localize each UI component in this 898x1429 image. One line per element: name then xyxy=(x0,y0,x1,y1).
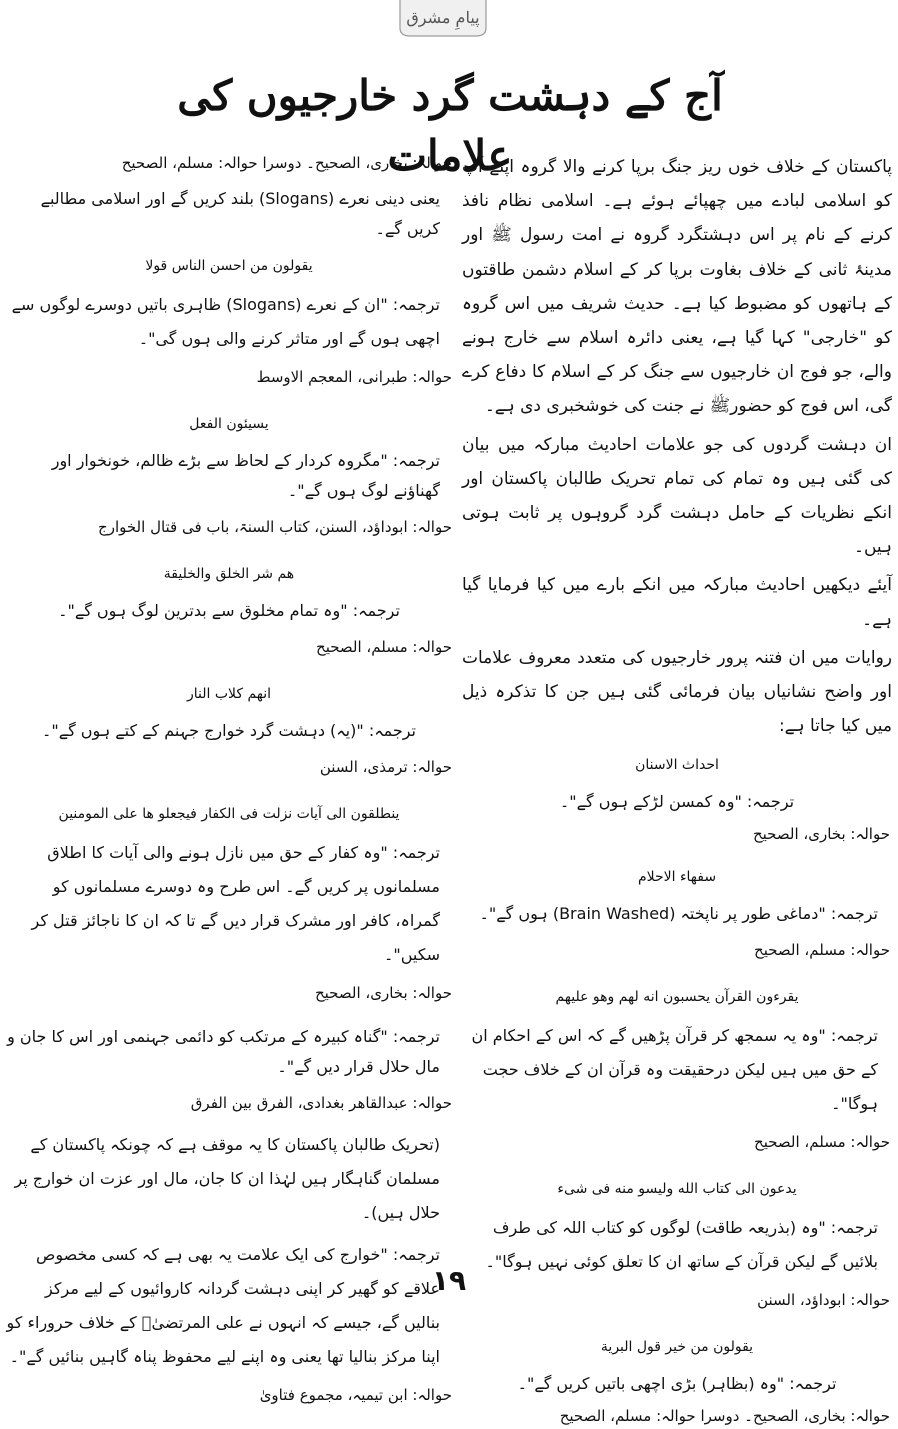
hadith-translation: ترجمہ: "وہ کفار کے حق میں نازل ہونے والی آیات کا اطلاق مسلمانوں پر کریں گے۔ اس طرح وہ دوسرے مسلمانوں کو گمراہ، کافر اور مشرک قرار دیں گے تا کہ ان کا ناجائز قتل کر سکیں"۔ xyxy=(31,843,440,964)
hadith-translation: ترجمہ: "وہ (بظاہر) بڑی اچھی باتیں کریں گے"۔ xyxy=(517,1374,837,1394)
hadith-reference: حوالہ: بخاری، الصحیح xyxy=(314,984,452,1002)
hadith-arabic: انهم كلاب النار xyxy=(186,686,272,702)
paragraph: آیئے دیکھیں احادیث مبارکہ میں انکے بارے میں کیا فرمایا گیا ہے۔ xyxy=(462,575,892,630)
hadith-reference: حوالہ: طبرانی، المعجم الاوسط xyxy=(256,368,452,386)
hadith-reference: حوالہ: مسلم، الصحیح xyxy=(754,941,890,960)
hadith-reference: حوالہ: ابوداؤد، السنن xyxy=(757,1291,890,1310)
hadith-translation: ترجمہ: "وہ یہ سمجھ کر قرآن پڑھیں گے کہ اس کے احکام ان کے حق میں ہیں لیکن درحقیقت وہ قرآن ان کے خلاف حجت ہوگا"۔ xyxy=(471,1026,878,1114)
hadith-arabic: يقرءون القرآن يحسبون انه لهم وهو عليهم xyxy=(555,989,799,1006)
intro-paragraph: پاکستان کے خلاف خوں ریز جنگ برپا کرنے والا گروہ اپنے آپ کو اسلامی لبادے میں چھپائے ہوئے ہے۔ اسلامی نظام نافذ کرنے کے نام پر اس دہشتگرد گروہ نے امت رسول ﷺ اور مدینۂ ثانی کے خلاف بغاوت برپا کر کے اسلام دشمن طاقتوں کے ہاتھوں کو مضبوط کیا ہے۔ حدیث شریف میں اس گروہ کو "خارجی" کہا گیا ہے، یعنی دائرہ اسلام سے خارج ہونے والے، جو فوج ان خارجیوں سے جنگ کر کے اسلام کا دفاع کرے گی، اس فوج کو حضورﷺ نے جنت کی خوشخبری دی ہے۔ xyxy=(462,157,892,417)
paragraph: ان دہشت گردوں کی جو علامات احادیث مبارکہ میں بیان کی گئی ہیں وہ تمام کی تمام تحریک طالبان پاکستان اور انکے نظریات کے حامل دہشت گرد گروہوں پر ثابت ہوتی ہیں۔ xyxy=(462,434,892,558)
hadith-translation: ترجمہ: "وہ (بذریعہ طاقت) لوگوں کو کتاب اللہ کی طرف بلائیں گے لیکن قرآن کے ساتھ ان کا تعلق کوئی نہیں ہوگا"۔ xyxy=(485,1218,878,1272)
hadith-reference: حوالہ: ترمذی، السنن xyxy=(319,758,452,776)
hadith-reference: حوالہ: بخاری، الصحیح۔ دوسرا حوالہ: مسلم، الصحیح xyxy=(121,154,452,172)
hadith-translation: ترجمہ: "دماغی طور پر ناپختہ (Brain Washed) ہوں گے"۔ xyxy=(479,904,878,924)
hadith-reference: حوالہ: ابوداؤد، السنن، کتاب السنۃ، باب فی قتال الخوارج xyxy=(98,518,452,536)
hadith-reference: حوالہ: مسلم، الصحیح xyxy=(754,1133,890,1152)
hadith-arabic: يسيئون الفعل xyxy=(189,416,269,432)
hadith-arabic: ينطلقون الى آيات نزلت فى الكفار فيجعلو ها على المومنين xyxy=(58,806,400,822)
article-title: آج کے دہشت گرد خارجیوں کی علامات xyxy=(177,71,723,180)
ttp-note: (تحریک طالبان پاکستان کا یہ موقف ہے کہ چونکہ پاکستان کے مسلمان گناہگار ہیں لہٰذا ان کا جان، مال اور عزت ان خوارج پر حلال ہیں)۔ xyxy=(14,1135,440,1222)
hadith-reference: حوالہ: بخاری، الصحیح۔ دوسرا حوالہ: مسلم، الصحیح xyxy=(559,1407,890,1426)
hadith-reference: حوالہ: بخاری، الصحیح xyxy=(752,825,890,844)
section-label: پیامِ مشرق xyxy=(406,8,480,27)
hadith-reference: حوالہ: ابن تیمیہ، مجموع فتاویٰ xyxy=(259,1386,452,1404)
hadith-translation: ترجمہ: "خوارج کی ایک علامت یہ بھی ہے کہ کسی مخصوص علاقے کو گھیر کر اپنی دہشت گردانہ کاروائیوں کے لیے مرکز بنالیں گے، جیسے کہ انہوں نے علی المرتضیٰؓ کے خلاف حروراء کو اپنا مرکز بنالیا تھا یعنی وہ اپنے لیے محفوظ پناہ گاہیں بنائیں گے"۔ xyxy=(6,1245,440,1366)
hadith-translation: ترجمہ: "گناہ کبیرہ کے مرتکب کو دائمی جہنمی اور اس کا جان و مال حلال قرار دیں گے"۔ xyxy=(7,1027,440,1076)
hadith-reference: حوالہ: عبدالقاھر بغدادی، الفرق بین الفرق xyxy=(190,1094,452,1112)
hadith-arabic: يقولون من احسن الناس قولا xyxy=(145,258,313,274)
hadith-arabic: سفهاء الاحلام xyxy=(637,869,717,886)
hadith-translation: ترجمہ: "(یہ) دہشت گرد خوارج جہنم کے کتے ہوں گے"۔ xyxy=(41,721,416,740)
left-column xyxy=(4,150,454,1408)
right-column xyxy=(462,150,892,1429)
hadith-arabic: يقولون من خير قول البرية xyxy=(600,1339,754,1356)
hadith-translation: ترجمہ: "وہ کمسن لڑکے ہوں گے"۔ xyxy=(559,792,795,812)
hadith-translation: ترجمہ: "ان کے نعرے (Slogans) ظاہری باتیں دوسرے لوگوں سے اچھی ہوں گے اور متاثر کرنے والی ہوں گی"۔ xyxy=(11,295,440,348)
hadith-arabic: يدعون الى كتاب الله وليسو منه فى شىء xyxy=(557,1181,797,1198)
hadith-reference: حوالہ: مسلم، الصحیح xyxy=(316,638,452,656)
hadith-translation: ترجمہ: "مگروہ کردار کے لحاظ سے بڑے ظالم، خونخوار اور گھناؤنے لوگ ہوں گے"۔ xyxy=(51,451,440,500)
slogans-note: یعنی دینی نعرے (Slogans) بلند کریں گے اور اسلامی مطالبے کریں گے۔ xyxy=(40,189,440,238)
hadith-arabic: هم شر الخلق والخليقة xyxy=(163,566,295,582)
hadith-translation: ترجمہ: "وہ تمام مخلوق سے بدترین لوگ ہوں گے"۔ xyxy=(58,601,400,620)
paragraph: روایات میں ان فتنہ پرور خارجیوں کی متعدد معروف علامات اور واضح نشانیاں بیان فرمائی گئی ہیں جن کا تذکرہ ذیل میں کیا جاتا ہے: xyxy=(462,647,892,737)
section-header-tab xyxy=(396,0,490,40)
page-number: ١٩ xyxy=(431,1264,467,1297)
hadith-arabic: احداث الاسنان xyxy=(635,757,719,774)
